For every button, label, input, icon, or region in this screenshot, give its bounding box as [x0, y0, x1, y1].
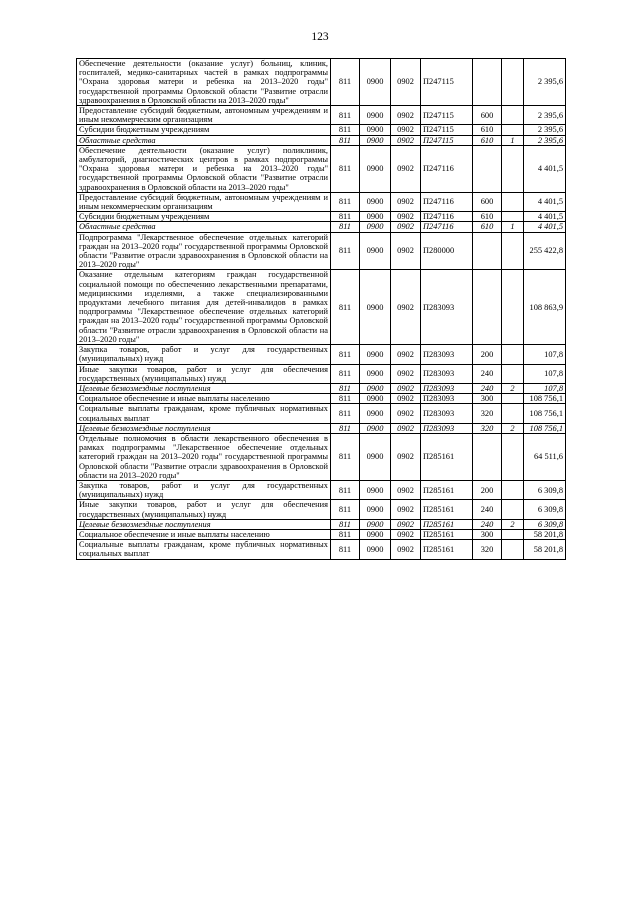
cell-source: [502, 212, 524, 222]
cell-grbs: 811: [331, 222, 360, 232]
cell-vr: 320: [473, 423, 502, 433]
table-row: [77, 222, 566, 232]
cell-vr: 240: [473, 383, 502, 393]
table-row: [77, 423, 566, 433]
cell-name: Закупка товаров, работ и услуг для государственных (муниципальных) нужд: [77, 345, 331, 364]
cell-rz: 0900: [360, 433, 391, 480]
table-row: [77, 270, 566, 345]
cell-csr: П283093: [421, 364, 473, 383]
cell-sum: 107,8: [524, 383, 566, 393]
table-row: [77, 383, 566, 393]
cell-pr: 0902: [391, 192, 421, 211]
cell-csr: П247116: [421, 145, 473, 192]
cell-grbs: 811: [331, 404, 360, 423]
cell-sum: 6 309,8: [524, 480, 566, 499]
cell-csr: П247116: [421, 222, 473, 232]
cell-source: 1: [502, 135, 524, 145]
cell-rz: 0900: [360, 270, 391, 345]
cell-rz: 0900: [360, 145, 391, 192]
cell-rz: 0900: [360, 394, 391, 404]
cell-name: Субсидии бюджетным учреждениям: [77, 125, 331, 135]
cell-rz: 0900: [360, 404, 391, 423]
cell-pr: 0902: [391, 106, 421, 125]
cell-pr: 0902: [391, 212, 421, 222]
table-row: [77, 192, 566, 211]
cell-vr: 320: [473, 404, 502, 423]
cell-rz: 0900: [360, 529, 391, 539]
cell-pr: 0902: [391, 480, 421, 499]
table-row: [77, 519, 566, 529]
cell-grbs: 811: [331, 345, 360, 364]
cell-sum: 58 201,8: [524, 540, 566, 559]
cell-rz: 0900: [360, 383, 391, 393]
cell-pr: 0902: [391, 232, 421, 270]
table-row: [77, 433, 566, 480]
cell-pr: 0902: [391, 345, 421, 364]
cell-csr: П285161: [421, 433, 473, 480]
cell-csr: П283093: [421, 394, 473, 404]
cell-name: Предоставление субсидий бюджетным, автономным учреждениям и иным некоммерческим организациям: [77, 106, 331, 125]
cell-sum: 2 395,6: [524, 125, 566, 135]
cell-pr: 0902: [391, 500, 421, 519]
page-number: 123: [311, 31, 329, 43]
cell-name: Обеспечение деятельности (оказание услуг) поликлиник, амбулаторий, диагностических центров в рамках подпрограммы "Охрана здоровья матери и ребенка на 2013–2020 годы" государственной программы Орловской области "Развитие отрасли здравоохранения в Орловской области на 2013–2020 годы": [77, 145, 331, 192]
cell-pr: 0902: [391, 270, 421, 345]
cell-pr: 0902: [391, 394, 421, 404]
cell-rz: 0900: [360, 192, 391, 211]
cell-pr: 0902: [391, 135, 421, 145]
table-row: [77, 364, 566, 383]
cell-vr: [473, 59, 502, 106]
cell-vr: 610: [473, 222, 502, 232]
cell-source: [502, 345, 524, 364]
cell-source: [502, 394, 524, 404]
cell-rz: 0900: [360, 345, 391, 364]
cell-vr: 610: [473, 212, 502, 222]
cell-source: 2: [502, 383, 524, 393]
cell-rz: 0900: [360, 135, 391, 145]
cell-vr: 240: [473, 500, 502, 519]
table-row: [77, 232, 566, 270]
cell-source: [502, 192, 524, 211]
cell-vr: 200: [473, 480, 502, 499]
cell-sum: 6 309,8: [524, 519, 566, 529]
cell-vr: [473, 270, 502, 345]
cell-name: Социальное обеспечение и иные выплаты населению: [77, 529, 331, 539]
cell-rz: 0900: [360, 212, 391, 222]
budget-table: [76, 58, 566, 560]
cell-name: Подпрограмма "Лекарственное обеспечение отдельных категорий граждан на 2013–2020 годы" государственной программы Орловской области "Развитие отрасли здравоохранения в Орловской области на 2013–2020 годы": [77, 232, 331, 270]
cell-source: 2: [502, 519, 524, 529]
cell-name: Предоставление субсидий бюджетным, автономным учреждениям и иным некоммерческим организациям: [77, 192, 331, 211]
cell-pr: 0902: [391, 383, 421, 393]
cell-csr: П283093: [421, 270, 473, 345]
cell-pr: 0902: [391, 540, 421, 559]
cell-vr: 320: [473, 540, 502, 559]
cell-grbs: 811: [331, 212, 360, 222]
cell-grbs: 811: [331, 192, 360, 211]
cell-pr: 0902: [391, 145, 421, 192]
cell-vr: 240: [473, 519, 502, 529]
cell-csr: П285161: [421, 500, 473, 519]
cell-grbs: 811: [331, 106, 360, 125]
cell-grbs: 811: [331, 270, 360, 345]
cell-csr: П283093: [421, 345, 473, 364]
cell-vr: 610: [473, 135, 502, 145]
cell-sum: 107,8: [524, 364, 566, 383]
cell-source: [502, 500, 524, 519]
cell-source: 1: [502, 222, 524, 232]
cell-rz: 0900: [360, 480, 391, 499]
cell-csr: П247116: [421, 212, 473, 222]
cell-name: Целевые безвозмездные поступления: [77, 423, 331, 433]
cell-source: [502, 480, 524, 499]
table-row: [77, 394, 566, 404]
cell-rz: 0900: [360, 364, 391, 383]
cell-sum: 4 401,5: [524, 212, 566, 222]
cell-name: Закупка товаров, работ и услуг для государственных (муниципальных) нужд: [77, 480, 331, 499]
cell-vr: 610: [473, 125, 502, 135]
cell-name: Социальные выплаты гражданам, кроме публичных нормативных социальных выплат: [77, 404, 331, 423]
cell-pr: 0902: [391, 222, 421, 232]
table-row: [77, 59, 566, 106]
cell-source: [502, 540, 524, 559]
cell-rz: 0900: [360, 222, 391, 232]
cell-grbs: 811: [331, 500, 360, 519]
cell-source: [502, 364, 524, 383]
cell-sum: 107,8: [524, 345, 566, 364]
cell-csr: П283093: [421, 404, 473, 423]
cell-source: [502, 125, 524, 135]
cell-sum: 108 863,9: [524, 270, 566, 345]
cell-sum: 2 395,6: [524, 59, 566, 106]
cell-grbs: 811: [331, 529, 360, 539]
cell-grbs: 811: [331, 433, 360, 480]
cell-csr: П285161: [421, 540, 473, 559]
cell-csr: П247115: [421, 135, 473, 145]
cell-sum: 58 201,8: [524, 529, 566, 539]
cell-name: Иные закупки товаров, работ и услуг для обеспечения государственных (муниципальных) нужд: [77, 364, 331, 383]
cell-vr: 300: [473, 394, 502, 404]
cell-vr: 600: [473, 106, 502, 125]
cell-vr: 240: [473, 364, 502, 383]
cell-rz: 0900: [360, 125, 391, 135]
cell-grbs: 811: [331, 145, 360, 192]
cell-csr: П247115: [421, 125, 473, 135]
cell-csr: П285161: [421, 519, 473, 529]
cell-pr: 0902: [391, 364, 421, 383]
cell-csr: П285161: [421, 529, 473, 539]
cell-grbs: 811: [331, 364, 360, 383]
table-row: [77, 404, 566, 423]
cell-grbs: 811: [331, 383, 360, 393]
table-row: [77, 529, 566, 539]
cell-pr: 0902: [391, 59, 421, 106]
table-row: [77, 345, 566, 364]
cell-source: [502, 232, 524, 270]
cell-grbs: 811: [331, 59, 360, 106]
cell-name: Отдельные полномочия в области лекарственного обеспечения в рамках подпрограммы "Лекарственное обеспечение отдельных категорий граждан на 2013–2020 годы" государственной программы Орловской области "Развитие отрасли здравоохранения в Орловской области на 2013–2020 годы": [77, 433, 331, 480]
cell-grbs: 811: [331, 423, 360, 433]
cell-sum: 4 401,5: [524, 222, 566, 232]
cell-name: Иные закупки товаров, работ и услуг для обеспечения государственных (муниципальных) нужд: [77, 500, 331, 519]
cell-sum: 6 309,8: [524, 500, 566, 519]
cell-sum: 64 511,6: [524, 433, 566, 480]
cell-grbs: 811: [331, 480, 360, 499]
table-row: [77, 480, 566, 499]
table-row: [77, 145, 566, 192]
table-body: [77, 59, 566, 560]
cell-rz: 0900: [360, 500, 391, 519]
cell-grbs: 811: [331, 135, 360, 145]
cell-source: [502, 106, 524, 125]
cell-sum: 108 756,1: [524, 404, 566, 423]
cell-source: 2: [502, 423, 524, 433]
cell-pr: 0902: [391, 423, 421, 433]
table-row: [77, 500, 566, 519]
cell-sum: 2 395,6: [524, 135, 566, 145]
cell-vr: [473, 145, 502, 192]
cell-csr: П280000: [421, 232, 473, 270]
cell-csr: П283093: [421, 383, 473, 393]
table-row: [77, 540, 566, 559]
cell-csr: П247116: [421, 192, 473, 211]
cell-source: [502, 433, 524, 480]
table-row: [77, 135, 566, 145]
cell-rz: 0900: [360, 59, 391, 106]
cell-rz: 0900: [360, 106, 391, 125]
cell-vr: 300: [473, 529, 502, 539]
table-row: [77, 212, 566, 222]
cell-name: Социальное обеспечение и иные выплаты населению: [77, 394, 331, 404]
cell-sum: 255 422,8: [524, 232, 566, 270]
cell-name: Субсидии бюджетным учреждениям: [77, 212, 331, 222]
cell-vr: [473, 232, 502, 270]
cell-rz: 0900: [360, 423, 391, 433]
cell-name: Оказание отдельным категориям граждан государственной социальной помощи по обеспечению лекарственными препаратами, медицинскими изделиями, а также специализированными продуктами лечебного питания для детей-инвалидов в рамках подпрограммы "Лекарственное обеспечение отдельных категорий граждан на 2013–2020 годы" государственной программы Орловской области "Развитие отрасли здравоохранения в Орловской области на 2013–2020 годы": [77, 270, 331, 345]
cell-name: Социальные выплаты гражданам, кроме публичных нормативных социальных выплат: [77, 540, 331, 559]
cell-sum: 4 401,5: [524, 192, 566, 211]
cell-rz: 0900: [360, 540, 391, 559]
cell-pr: 0902: [391, 404, 421, 423]
cell-csr: П247115: [421, 59, 473, 106]
cell-grbs: 811: [331, 125, 360, 135]
cell-csr: П247115: [421, 106, 473, 125]
cell-source: [502, 404, 524, 423]
cell-rz: 0900: [360, 519, 391, 529]
cell-sum: 108 756,1: [524, 423, 566, 433]
cell-pr: 0902: [391, 529, 421, 539]
cell-rz: 0900: [360, 232, 391, 270]
cell-csr: П285161: [421, 480, 473, 499]
table-row: [77, 125, 566, 135]
cell-name: Целевые безвозмездные поступления: [77, 383, 331, 393]
table-row: [77, 106, 566, 125]
cell-name: Областные средства: [77, 222, 331, 232]
cell-source: [502, 145, 524, 192]
cell-vr: [473, 433, 502, 480]
cell-pr: 0902: [391, 519, 421, 529]
cell-name: Обеспечение деятельности (оказание услуг) больниц, клиник, госпиталей, медико-санитарных частей в рамках подпрограммы "Охрана здоровья матери и ребенка на 2013–2020 годы" государственной программы Орловской области "Развитие отрасли здравоохранения в Орловской области на 2013–2020 годы": [77, 59, 331, 106]
cell-sum: 108 756,1: [524, 394, 566, 404]
cell-sum: 4 401,5: [524, 145, 566, 192]
cell-pr: 0902: [391, 433, 421, 480]
cell-source: [502, 270, 524, 345]
cell-sum: 2 395,6: [524, 106, 566, 125]
cell-source: [502, 529, 524, 539]
cell-grbs: 811: [331, 540, 360, 559]
cell-vr: 600: [473, 192, 502, 211]
cell-name: Целевые безвозмездные поступления: [77, 519, 331, 529]
cell-source: [502, 59, 524, 106]
cell-grbs: 811: [331, 394, 360, 404]
cell-grbs: 811: [331, 232, 360, 270]
cell-csr: П283093: [421, 423, 473, 433]
cell-pr: 0902: [391, 125, 421, 135]
cell-grbs: 811: [331, 519, 360, 529]
cell-vr: 200: [473, 345, 502, 364]
cell-name: Областные средства: [77, 135, 331, 145]
